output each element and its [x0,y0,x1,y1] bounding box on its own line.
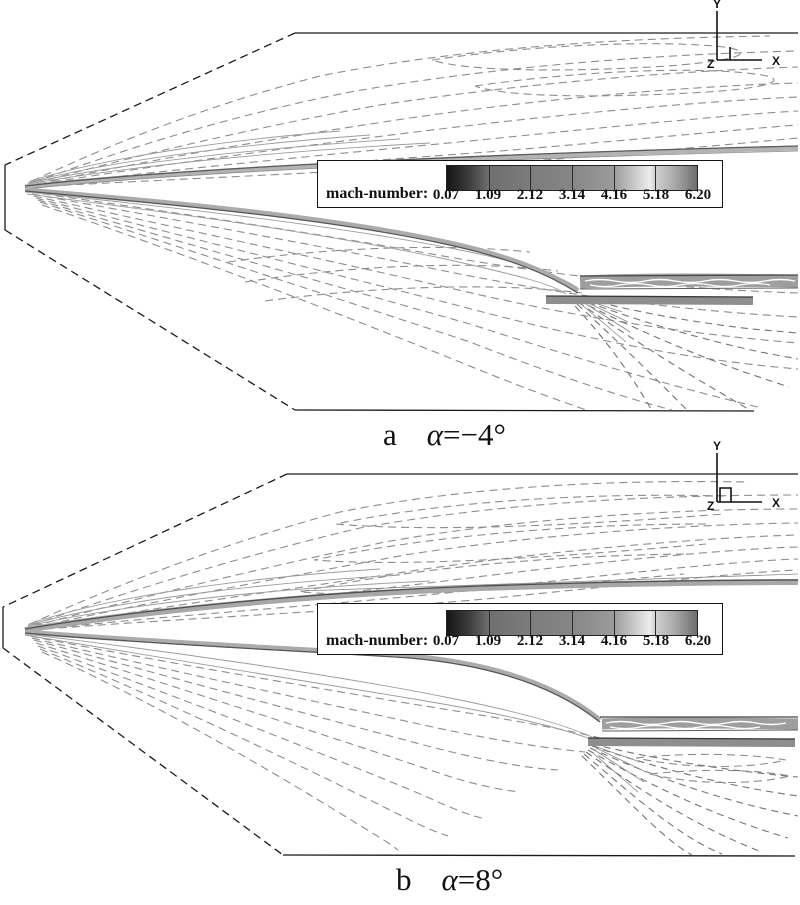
panel-b-domain-boundary [3,474,798,856]
panel-b-vehicle-body [25,574,798,743]
colorbar-legend-b [317,603,723,655]
caption-a-letter: a [383,417,397,452]
panel-b-axis-triad [707,440,780,513]
axis-y-label: Y [712,0,722,11]
panel-b-flowfield [0,440,800,905]
axis-x-label: X [772,54,781,68]
axis-x-label: X [772,496,781,510]
colorbar-legend-a [317,160,723,208]
legend-label: mach-number: [326,185,429,202]
caption-b [396,862,503,898]
caption-a-value: =−4° [443,417,506,452]
axis-y-label: Y [712,440,722,453]
colorbar-ticks: 0.07 1.09 2.12 3.14 4.16 5.18 6.20 [432,633,712,649]
caption-b-alpha: α [441,862,458,897]
panel-a-domain-boundary [5,33,798,411]
axis-z-label: Z [707,499,715,513]
caption-a-alpha: α [426,417,444,452]
caption-b-letter: b [396,862,412,897]
legend-label: mach-number: [326,632,429,649]
caption-b-value: =8° [457,862,504,897]
colorbar-ticks: 0.07 1.09 2.12 3.14 4.16 5.18 6.20 [432,187,712,203]
axis-z-label: Z [707,57,715,71]
